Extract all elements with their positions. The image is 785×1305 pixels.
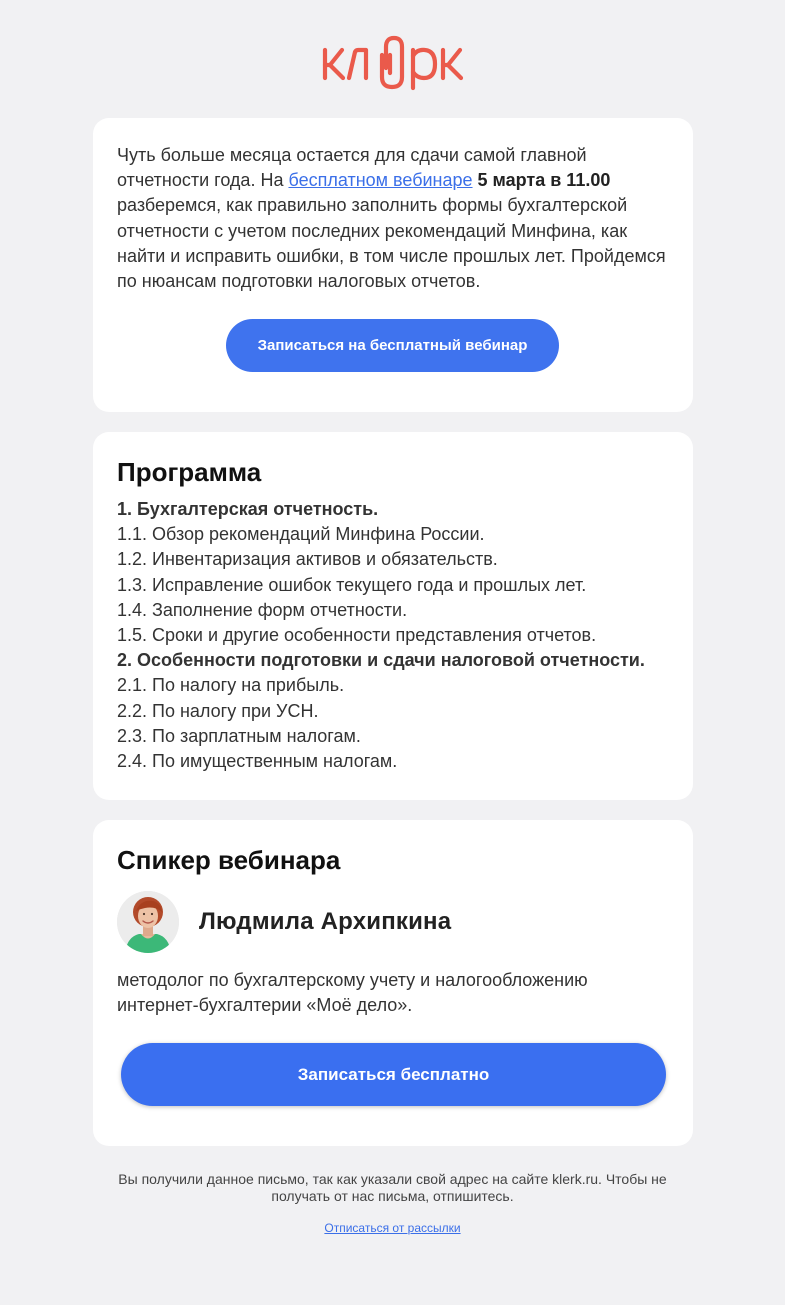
program-item: 1.1. Обзор рекомендаций Минфина России. — [117, 524, 485, 545]
program-item: 1.4. Заполнение форм отчетности. — [117, 599, 408, 620]
program-item: 1.2. Инвентаризация активов и обязательств. — [117, 549, 498, 570]
speaker-avatar — [117, 891, 179, 953]
klerk-logo-mark — [322, 33, 464, 91]
webinar-link[interactable]: бесплатном вебинаре — [288, 170, 473, 191]
register-webinar-button[interactable]: Записаться на бесплатный вебинар — [226, 319, 559, 372]
webinar-date: 5 марта в 11.00 — [477, 170, 611, 191]
speaker-section-title: Спикер вебинара — [117, 845, 341, 875]
intro-text — [117, 143, 669, 294]
program-title: Программа — [117, 457, 262, 487]
unsubscribe-row — [0, 1221, 785, 1235]
program-item: 2.4. По имущественным налогам. — [117, 751, 398, 772]
intro-card — [93, 118, 693, 412]
program-card — [93, 432, 693, 800]
speaker-card — [93, 820, 693, 1146]
program-item: 2.1. По налогу на прибыль. — [117, 675, 345, 696]
register-free-button[interactable]: Записаться бесплатно — [121, 1043, 666, 1106]
speaker-name: Людмила Архипкина — [199, 908, 452, 935]
program-list — [117, 497, 677, 774]
speaker-row — [117, 890, 451, 954]
program-item: 2.2. По налогу при УСН. — [117, 700, 319, 721]
program-item: 1.5. Сроки и другие особенности представления отчетов. — [117, 625, 597, 646]
program-item: 1.3. Исправление ошибок текущего года и прошлых лет. — [117, 574, 587, 595]
program-item: 1. Бухгалтерская отчетность. — [117, 499, 379, 519]
program-item: 2. Особенности подготовки и сдачи налоговой отчетности. — [117, 650, 645, 671]
intro-text-start: Чуть больше месяца остается для сдачи самой главной отчетности года. На — [117, 145, 587, 191]
speaker-description: методолог по бухгалтерскому учету и налогообложению интернет-бухгалтерии «Моё дело». — [117, 970, 588, 1016]
speaker-photo — [117, 891, 179, 953]
unsubscribe-link[interactable]: Отписаться от рассылки — [324, 1221, 461, 1235]
program-item: 2.3. По зарплатным налогам. — [117, 725, 361, 746]
klerk-logo[interactable] — [0, 33, 785, 91]
footer-notice: Вы получили данное письмо, так как указали свой адрес на сайте klerk.ru. Чтобы не получать от нас письма, отпишитесь. — [118, 1171, 667, 1204]
intro-text-end: разберемся, как правильно заполнить формы бухгалтерской отчетности с учетом последних рекомендаций Минфина, как найти и исправить ошибки, в том числе прошлых лет. Пройдемся по нюансам подготовки налоговых отчетов. — [117, 195, 666, 292]
